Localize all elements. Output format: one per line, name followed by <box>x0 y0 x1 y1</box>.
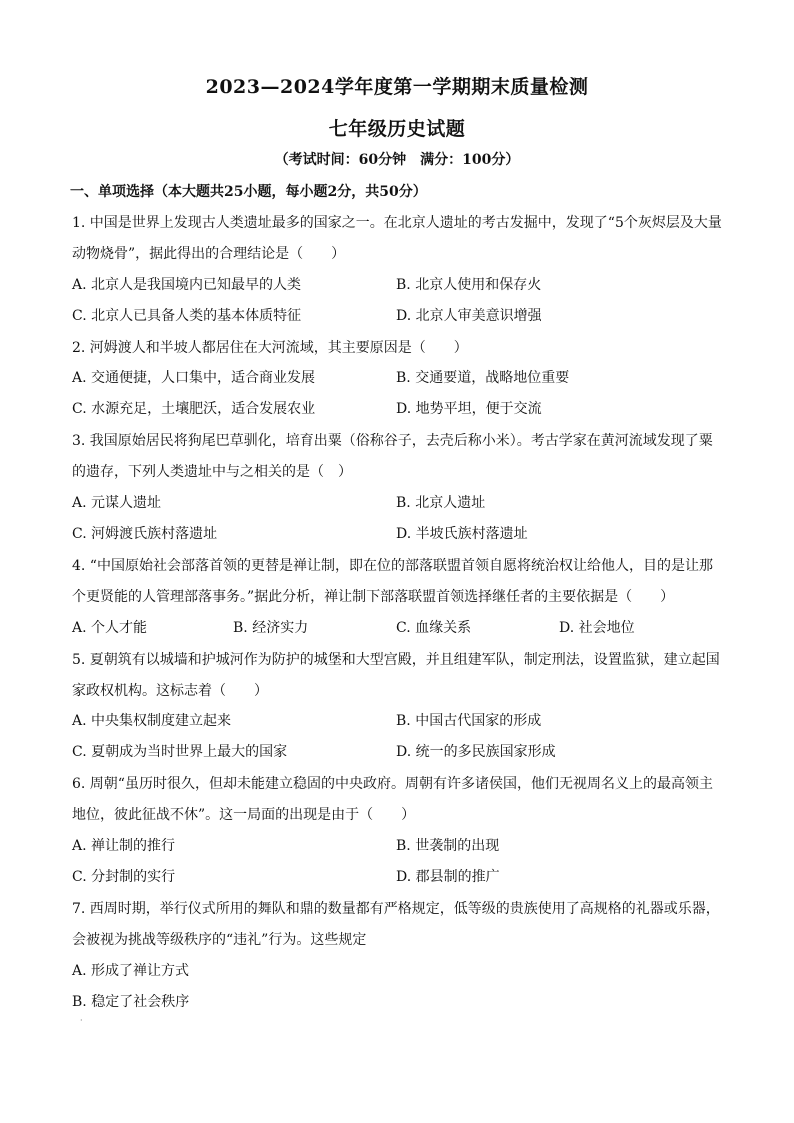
question-option: D. 统一的多民族国家形成 <box>396 744 556 760</box>
question-option: C. 血缘关系 <box>396 620 472 636</box>
section-heading: 一、单项选择（本大题共25小题，每小题2分，共50分） <box>70 184 427 200</box>
question-option: A. 北京人是我国境内已知最早的人类 <box>72 277 302 293</box>
question-option: C. 北京人已具备人类的基本体质特征 <box>72 308 302 324</box>
question-option: B. 世袭制的出现 <box>396 838 500 854</box>
question-option: B. 中国古代国家的形成 <box>396 713 542 729</box>
exam-title: 2023—2024学年度第一学期期末质量检测 <box>205 76 589 98</box>
question-option: A. 交通便捷，人口集中，适合商业发展 <box>72 370 316 386</box>
question-option: D. 半坡氏族村落遗址 <box>396 526 528 542</box>
question-option: B. 经济实力 <box>233 620 309 636</box>
question-option: B. 稳定了社会秩序 <box>72 994 190 1010</box>
question-option: D. 社会地位 <box>559 620 635 636</box>
question-option: D. 郡县制的推广 <box>396 869 500 885</box>
exam-subject: 七年级历史试题 <box>328 118 466 140</box>
question-stem: 5. 夏朝筑有以城墙和护城河作为防护的城堡和大型宫殿，并且组建军队，制定刑法，设置监狱，建立起国家政权机构。这标志着（ ） <box>72 652 720 699</box>
question-option: B. 北京人遗址 <box>396 495 486 511</box>
question-option: C. 水源充足，土壤肥沃，适合发展农业 <box>72 401 316 417</box>
question-stem: 3. 我国原始居民将狗尾巴草驯化，培育出粟（俗称谷子，去壳后称小米）。考古学家在黄河流域发现了粟的遗存，下列人类遗址中与之相关的是（ ） <box>72 433 713 480</box>
question-option: A. 个人才能 <box>72 620 148 636</box>
exam-info: （考试时间：60分钟 满分：100分） <box>274 152 520 168</box>
question-stem: 7. 西周时期，举行仪式所用的舞队和鼎的数量都有严格规定，低等级的贵族使用了高规格的礼器或乐器，会被视为挑战等级秩序的“违礼”行为。这些规定 <box>72 901 720 948</box>
question-option: C. 分封制的实行 <box>72 869 176 885</box>
question-option: D. 地势平坦，便于交流 <box>396 401 542 417</box>
question-option: B. 北京人使用和保存火 <box>396 277 542 293</box>
question-option: A. 禅让制的推行 <box>72 838 176 854</box>
question-stem: 2. 河姆渡人和半坡人都居住在大河流域，其主要原因是（ ） <box>72 340 468 356</box>
question-option: D. 北京人审美意识增强 <box>396 308 542 324</box>
page-mark: · <box>80 1016 83 1025</box>
question-option: B. 交通要道，战略地位重要 <box>396 370 570 386</box>
question-stem: 6. 周朝“虽历时很久，但却未能建立稳固的中央政府。周朝有许多诸侯国，他们无视周名义上的最高领主地位，彼此征战不休”。这一局面的出现是由于（ ） <box>72 776 713 823</box>
question-option: A. 形成了禅让方式 <box>72 963 190 979</box>
question-option: C. 河姆渡氏族村落遗址 <box>72 526 218 542</box>
question-option: A. 元谋人遗址 <box>72 495 162 511</box>
question-stem: 1. 中国是世界上发现古人类遗址最多的国家之一。在北京人遗址的考古发掘中，发现了“5个灰烬层及大量动物烧骨”，据此得出的合理结论是（ ） <box>72 215 722 262</box>
question-option: C. 夏朝成为当时世界上最大的国家 <box>72 744 288 760</box>
question-option: A. 中央集权制度建立起来 <box>72 713 232 729</box>
question-stem: 4. “中国原始社会部落首领的更替是禅让制，即在位的部落联盟首领自愿将统治权让给他人，目的是让那个更贤能的人管理部落事务。”据此分析，禅让制下部落联盟首领选择继任者的主要依据是（ ） <box>72 558 713 605</box>
